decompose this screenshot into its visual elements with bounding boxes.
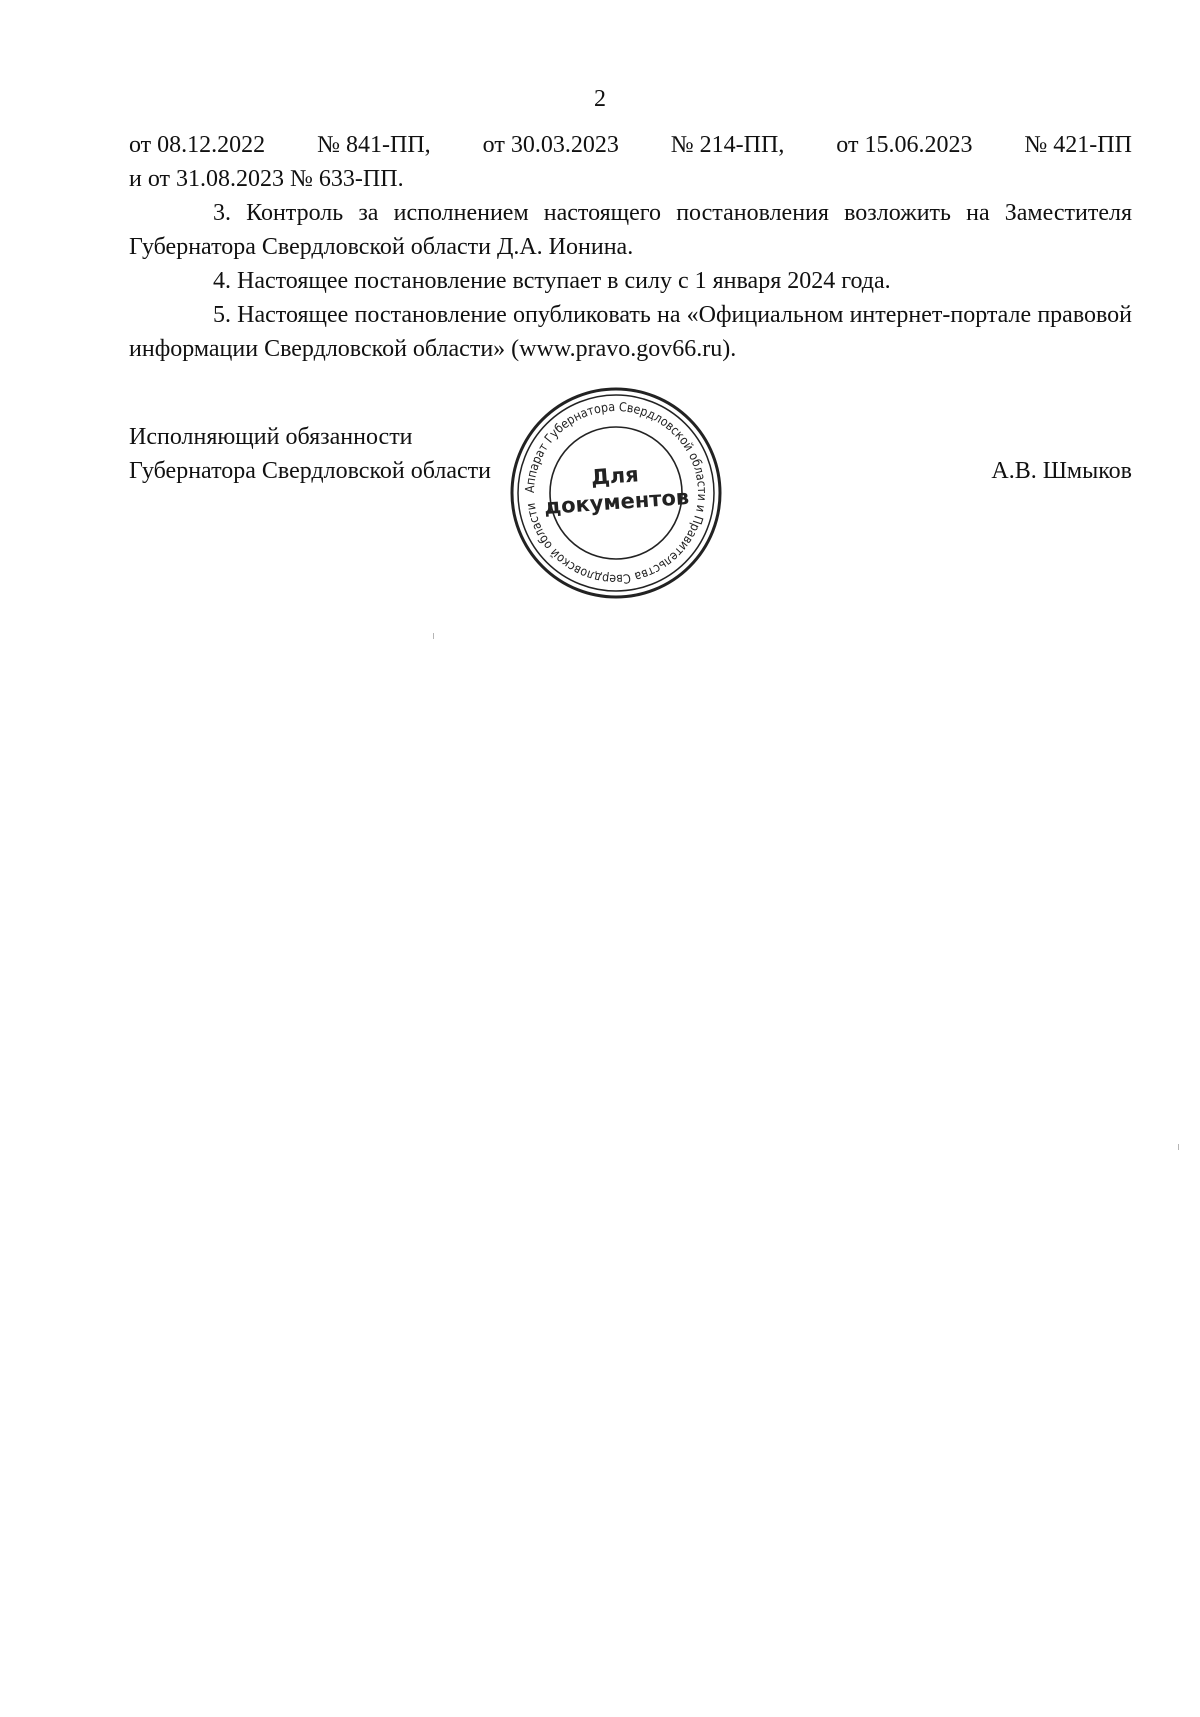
scan-speck: [1178, 1144, 1179, 1150]
amendment-references-line: [129, 128, 1132, 162]
paragraph-item-3: 3. Контроль за исполнением настоящего постановления возложить на Заместителя Губернатора Свердловской области Д.А. Ионина.: [129, 200, 1132, 260]
stamp-center-line-1: Для: [590, 462, 640, 490]
paragraph-item-5: 5. Настоящее постановление опубликовать на «Официальном интернет-портале правовой информации Свердловской области» (www.pravo.gov66.ru).: [129, 302, 1132, 362]
signatory-title: [129, 420, 491, 488]
reference-date-1: от 08.12.2022: [129, 132, 266, 158]
scan-speck: [433, 633, 434, 639]
document-body: [129, 128, 1132, 366]
reference-number-3: № 421-ПП: [1024, 132, 1132, 158]
signatory-title-line-1: Исполняющий обязанности: [129, 424, 413, 450]
page-number: 2: [594, 86, 606, 112]
signatory-name: А.В. Шмыков: [991, 458, 1132, 484]
amendment-references-end: и от 31.08.2023 № 633-ПП.: [129, 166, 404, 192]
reference-date-2: от 30.03.2023: [482, 132, 619, 158]
official-seal-stamp: [506, 383, 726, 603]
paragraph-item-4: 4. Настоящее постановление вступает в силу с 1 января 2024 года.: [213, 268, 891, 294]
stamp-center-line-2: документов: [543, 484, 690, 520]
signatory-title-line-2: Губернатора Свердловской области: [129, 458, 491, 484]
reference-number-2: № 214-ПП,: [670, 132, 785, 158]
stamp-ring-text: Аппарат Губернатора Свердловской области и Правительства Свердловской области: [521, 398, 711, 588]
reference-date-3: от 15.06.2023: [836, 132, 973, 158]
reference-number-1: № 841-ПП,: [317, 132, 431, 158]
